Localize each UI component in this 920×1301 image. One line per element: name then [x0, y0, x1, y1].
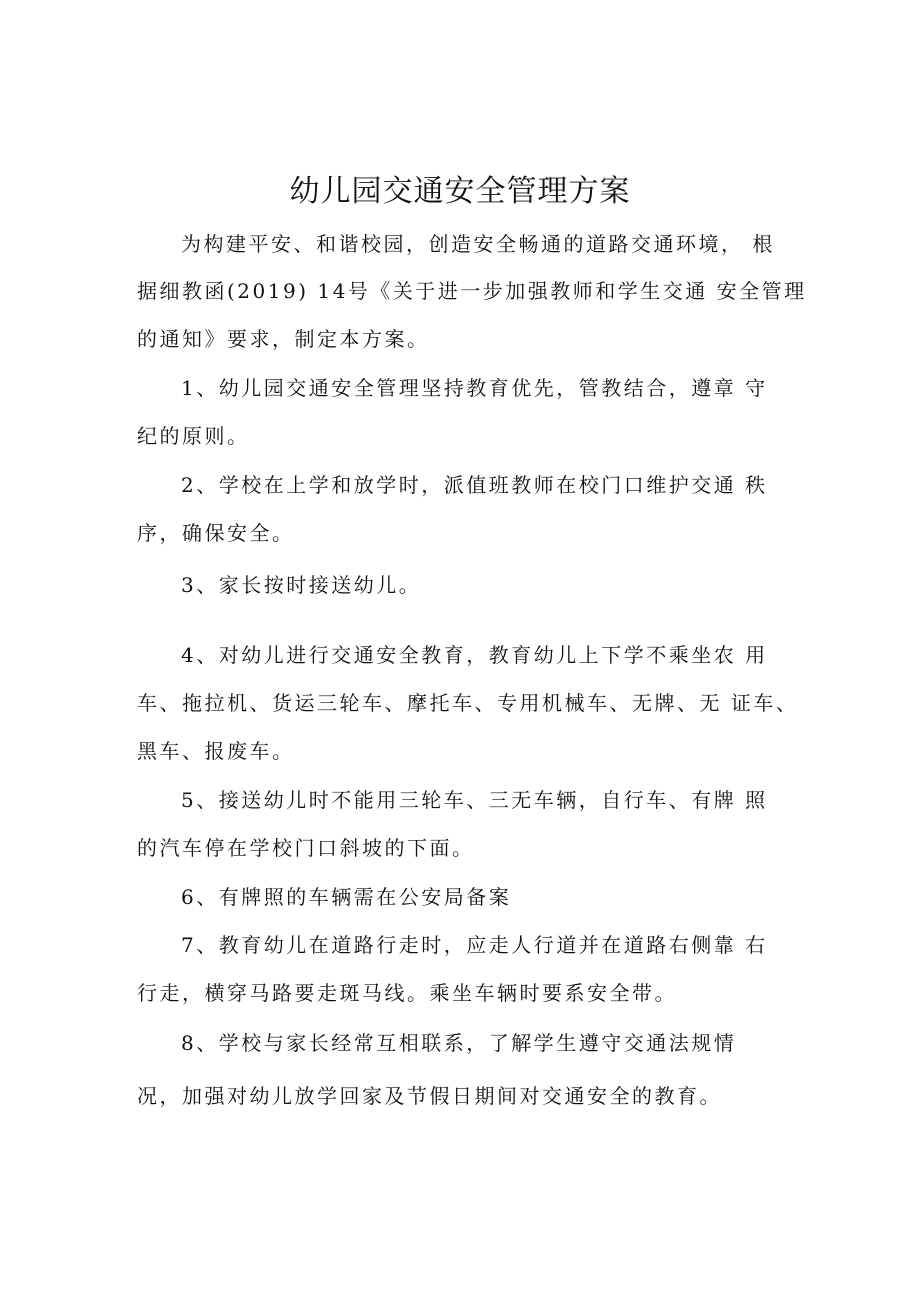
- paragraph-line: 序，确保安全。: [137, 521, 295, 545]
- paragraph-line: 况，加强对幼儿放学回家及节假日期间对交通安全的教育。: [137, 1084, 722, 1108]
- paragraph-line: 8、学校与家长经常互相联系，了解学生遵守交通法规情: [181, 1031, 737, 1055]
- paragraph-line: 的通知》要求，制定本方案。: [137, 327, 430, 351]
- paragraph-line: 5、接送幼儿时不能用三轮车、三无车辆，自行车、有牌 照: [181, 788, 768, 812]
- document-title: 幼儿园交通安全管理方案: [289, 174, 631, 209]
- paragraph-line: 6、有牌照的车辆需在公安局备案: [181, 885, 512, 909]
- paragraph-line: 4、对幼儿进行交通安全教育，教育幼儿上下学不乘坐农 用: [181, 643, 768, 667]
- paragraph-line: 车、拖拉机、货运三轮车、摩托车、专用机械车、无牌、无 证车、: [137, 691, 799, 715]
- paragraph-line: 行走，横穿马路要走斑马线。乘坐车辆时要系安全带。: [137, 981, 677, 1005]
- paragraph-line: 据细教函(2019) 14号《关于进一步加强教师和学生交通 安全管理: [137, 279, 807, 303]
- paragraph-line: 为构建平安、和谐校园，创造安全畅通的道路交通环境， 根: [181, 232, 775, 256]
- paragraph-line: 黑车、报废车。: [137, 739, 295, 763]
- paragraph-line: 的汽车停在学校门口斜坡的下面。: [137, 836, 475, 860]
- paragraph-line: 2、学校在上学和放学时，派值班教师在校门口维护交通 秩: [181, 473, 768, 497]
- paragraph-line: 纪的原则。: [137, 424, 250, 448]
- paragraph-line: 1、幼儿园交通安全管理坚持教育优先，管教结合，遵章 守: [181, 376, 768, 400]
- paragraph-line: 3、家长按时接送幼儿。: [181, 573, 422, 597]
- paragraph-line: 7、教育幼儿在道路行走时，应走人行道并在道路右侧靠 右: [181, 933, 768, 957]
